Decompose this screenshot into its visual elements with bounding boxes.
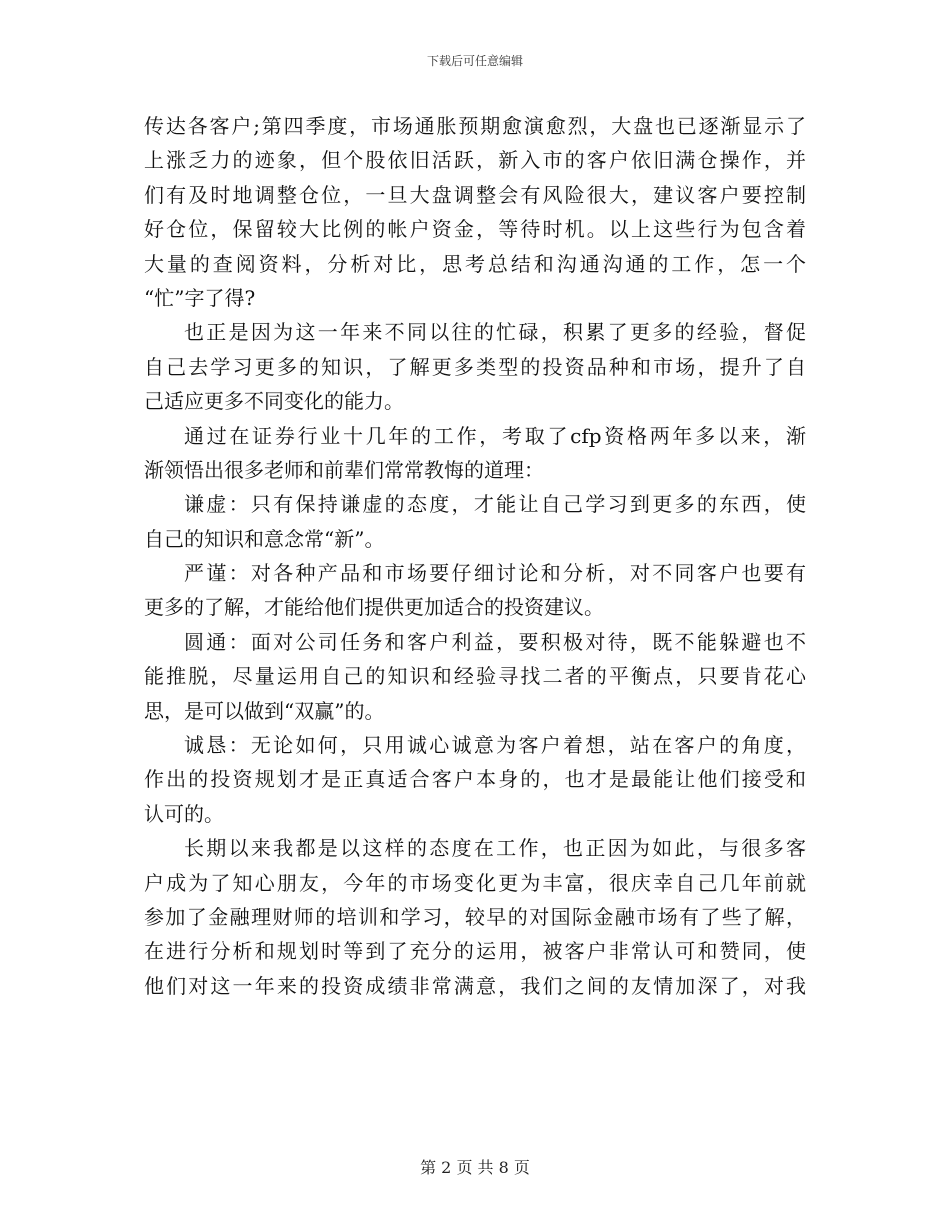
text-line: 认可的。 <box>144 801 224 826</box>
text-line: 谦虚：只有保持谦虚的态度，才能让自己学习到更多的东西，使 <box>184 492 806 517</box>
text-line: 大量的查阅资料，分析对比，思考总结和沟通沟通的工作，怎一个 <box>144 251 806 276</box>
text-line: 户成为了知心朋友，今年的市场变化更为丰富，很庆幸自己几年前就 <box>144 870 806 895</box>
text-line: 参加了金融理财师的培训和学习，较早的对国际金融市场有了些了解， <box>144 904 806 929</box>
text-line: 圆通：面对公司任务和客户利益，要积极对待，既不能躲避也不 <box>184 629 806 654</box>
text-line: 自己的知识和意念常“新”。 <box>144 526 385 551</box>
text-line: 通过在证券行业十几年的工作，考取了cfp资格两年多以来，渐 <box>184 423 806 448</box>
text-line: 好仓位，保留较大比例的帐户资金，等待时机。以上这些行为包含着 <box>144 217 806 242</box>
text-line: 在进行分析和规划时等到了充分的运用，被客户非常认可和赞同，使 <box>144 939 806 964</box>
text-line: 上涨乏力的迹象，但个股依旧活跃，新入市的客户依旧满仓操作，并 <box>144 148 806 173</box>
text-line: 严谨：对各种产品和市场要仔细讨论和分析，对不同客户也要有 <box>184 561 806 586</box>
text-line: 能推脱，尽量运用自己的知识和经验寻找二者的平衡点，只要肯花心 <box>144 664 806 689</box>
text-line: 己适应更多不同变化的能力。 <box>144 389 404 414</box>
text-line: 作出的投资规划才是正真适合客户本身的，也才是最能让他们接受和 <box>144 767 806 792</box>
text-line: 思，是可以做到“双赢”的。 <box>144 698 385 723</box>
text-line: 渐领悟出很多老师和前辈们常常教悔的道理： <box>144 457 544 482</box>
text-line: “忙”字了得? <box>144 285 256 310</box>
text-line: 诚恳：无论如何，只用诚心诚意为客户着想，站在客户的角度， <box>184 733 806 758</box>
page-header: 下载后可任意编辑 <box>426 54 523 68</box>
text-line: 传达各客户;第四季度，市场通胀预期愈演愈烈，大盘也已逐渐显示了 <box>144 114 806 138</box>
text-line: 长期以来我都是以这样的态度在工作，也正因为如此，与很多客 <box>184 836 806 861</box>
page-footer: 第 2 页 共 8 页 <box>420 1158 530 1177</box>
text-line: 们有及时地调整仓位，一旦大盘调整会有风险很大，建议客户要控制 <box>144 182 806 207</box>
text-line: 自己去学习更多的知识，了解更多类型的投资品种和市场，提升了自 <box>144 354 806 379</box>
text-line: 更多的了解，才能给他们提供更加适合的投资建议。 <box>144 595 604 620</box>
text-line: 也正是因为这一年来不同以往的忙碌，积累了更多的经验，督促 <box>184 320 806 345</box>
text-line: 他们对这一年来的投资成绩非常满意，我们之间的友情加深了，对我 <box>144 973 806 998</box>
document-body <box>144 109 806 1003</box>
